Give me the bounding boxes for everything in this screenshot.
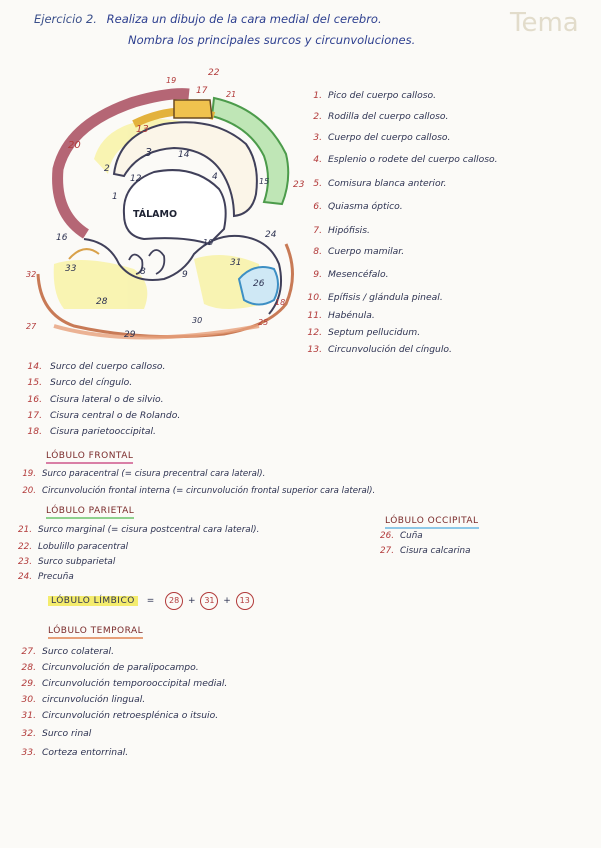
diagram-number-18: 18 (275, 298, 286, 307)
diagram-number-30: 30 (192, 316, 203, 325)
diagram-number-27: 27 (26, 322, 37, 331)
equals-sign: = (146, 596, 155, 606)
list-item: 29. Circunvolución temporooccipital medial. (21, 678, 228, 689)
diagram-number-33: 33 (65, 264, 77, 274)
list-item: 33. Corteza entorrinal. (21, 747, 129, 758)
list-item: 27. Cisura calcarina (380, 546, 471, 556)
diagram-number-32: 32 (26, 270, 37, 279)
diagram-number-25: 25 (258, 318, 269, 327)
list-item: 12. Septum pellucidum. (307, 327, 421, 338)
diagram-number-20: 20 (68, 140, 81, 151)
list-item: 10. Epífisis / glándula pineal. (307, 292, 443, 303)
list-item: 11. Habénula. (307, 310, 375, 321)
diagram-number-1: 1 (112, 192, 118, 202)
list-item: 26. Cuña (380, 531, 423, 541)
list-item: 4. Esplenio o rodete del cuerpo calloso. (313, 154, 498, 165)
exercise-heading (34, 12, 382, 26)
diagram-number-15: 15 (259, 177, 270, 186)
list-item: 18. Cisura parietooccipital. (27, 426, 156, 437)
diagram-number-4: 4 (212, 172, 218, 182)
limbic-lobe-formula (48, 592, 256, 610)
list-item: 22. Lobulillo paracentral (18, 542, 129, 552)
circled-number: 13 (236, 592, 254, 610)
list-item: 28. Circunvolución de paralipocampo. (21, 662, 199, 673)
diagram-number-21: 21 (226, 90, 237, 99)
list-item: 27. Surco colateral. (21, 646, 115, 657)
temporal-lobe-heading: LÓBULO TEMPORAL (48, 626, 143, 639)
list-item: 6. Quiasma óptico. (313, 201, 403, 212)
circled-number: 31 (200, 592, 218, 610)
list-item: 15. Surco del cíngulo. (27, 377, 133, 388)
diagram-number-12: 12 (130, 174, 142, 184)
exercise-line2: Nombra los principales surcos y circunvoluciones. (128, 33, 416, 47)
list-item: 3. Cuerpo del cuerpo calloso. (313, 132, 451, 143)
parietal-lobe-heading: LÓBULO PARIETAL (46, 506, 134, 519)
plus-sign: + (187, 596, 196, 606)
diagram-number-14: 14 (178, 150, 190, 160)
diagram-number-23: 23 (293, 180, 305, 190)
diagram-number-22: 22 (208, 68, 220, 78)
list-item: 23. Surco subparietal (18, 557, 116, 567)
list-item: 5. Comisura blanca anterior. (313, 178, 447, 189)
exercise-prefix: Ejercicio 2. (34, 12, 97, 26)
exercise-line1: Realiza un dibujo de la cara medial del cerebro. (106, 12, 382, 26)
list-item: 21. Surco marginal (= cisura postcentral cara lateral). (18, 525, 260, 535)
list-item: 13. Circunvolución del cíngulo. (307, 344, 452, 355)
diagram-number-28: 28 (96, 297, 108, 307)
diagram-number-13: 13 (136, 124, 149, 135)
list-item: 24. Precuña (18, 572, 74, 582)
ghost-header-text: Tema (510, 8, 579, 38)
list-item: 16. Cisura lateral o de silvio. (27, 394, 164, 405)
list-item: 19. Surco paracentral (= cisura precentral cara lateral). (22, 469, 266, 479)
list-item: 7. Hipófisis. (313, 225, 370, 236)
diagram-number-19: 19 (166, 76, 177, 85)
diagram-number-2: 2 (104, 164, 110, 174)
diagram-number-16: 16 (56, 233, 68, 243)
thalamus-label: TÁLAMO (133, 209, 178, 220)
list-item: 2. Rodilla del cuerpo calloso. (313, 111, 449, 122)
list-item: 31. Circunvolución retroesplénica o itsuio. (21, 710, 219, 721)
list-item: 30. circunvolución lingual. (21, 694, 146, 705)
diagram-number-24: 24 (265, 230, 277, 240)
list-item: 1. Pico del cuerpo calloso. (313, 90, 437, 101)
diagram-number-3: 3 (145, 146, 152, 159)
diagram-number-9: 9 (182, 270, 188, 280)
diagram-number-10: 10 (203, 238, 214, 247)
list-item: 20. Circunvolución frontal interna (= circunvolución frontal superior cara lateral). (22, 486, 376, 496)
diagram-number-8: 8 (140, 267, 146, 277)
diagram-number-17: 17 (196, 86, 208, 96)
occipital-lobe-heading: LÓBULO OCCIPITAL (385, 516, 479, 529)
list-item: 14. Surco del cuerpo calloso. (27, 361, 166, 372)
list-item: 17. Cisura central o de Rolando. (27, 410, 181, 421)
diagram-number-29: 29 (124, 330, 136, 340)
list-item: 32. Surco rinal (21, 728, 92, 739)
frontal-lobe-heading: LÓBULO FRONTAL (46, 451, 133, 464)
limbic-lobe-heading: LÓBULO LÍMBICO (48, 596, 138, 606)
list-item: 8. Cuerpo mamilar. (313, 246, 405, 257)
circled-number: 28 (165, 592, 183, 610)
plus-sign: + (223, 596, 231, 606)
list-item: 9. Mesencéfalo. (313, 269, 389, 280)
diagram-number-31: 31 (230, 258, 242, 268)
diagram-number-26: 26 (253, 279, 265, 289)
